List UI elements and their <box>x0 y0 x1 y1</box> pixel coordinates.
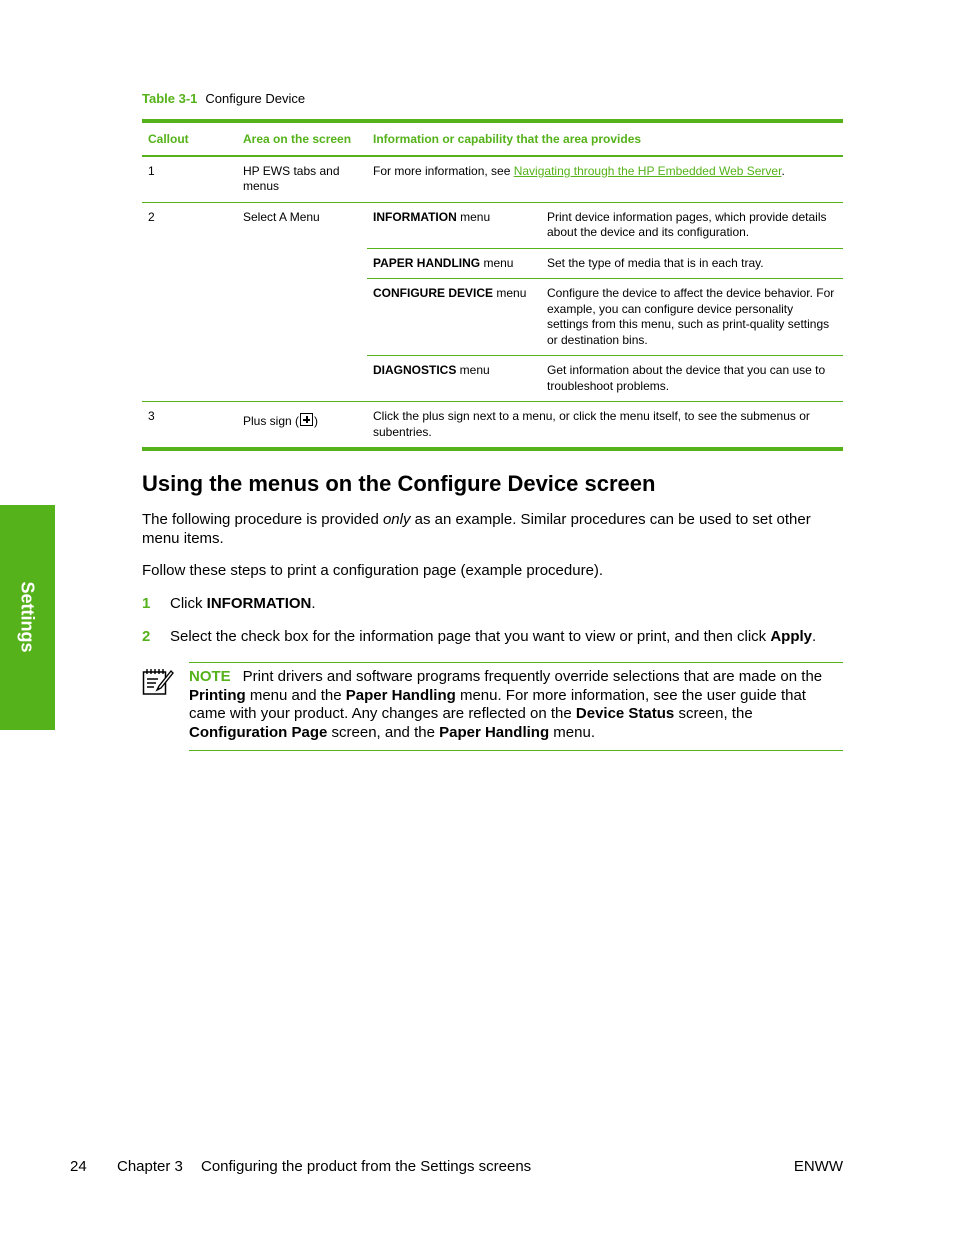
menu-name: CONFIGURE DEVICE <box>373 286 494 300</box>
note-label: NOTE <box>189 668 231 685</box>
intro-text: as an example. Similar procedures can be used to set other menu items. <box>142 511 811 547</box>
callout-cell: 2 <box>142 202 237 402</box>
intro-emphasis: only <box>382 511 411 528</box>
step-text-part: . <box>311 595 316 612</box>
note-bold: Device Status <box>575 705 675 722</box>
menu-desc-cell: Get information about the device that you can use to troubleshoot problems. <box>541 356 843 402</box>
note-text-part: menu. For more information, see the user guide that came with your product. Any changes are reflected on the <box>189 686 806 722</box>
step-bold: INFORMATION <box>206 595 312 612</box>
info-cell: Click the plus sign next to a menu, or click the menu itself, to see the submenus or subentries. <box>373 409 810 439</box>
header-info: Information or capability that the area provides <box>367 121 843 156</box>
table-row <box>142 402 843 450</box>
menu-desc-cell: Configure the device to affect the device behavior. For example, you can configure device personality settings from this menu, such as print-quality settings or destination bins. <box>541 279 843 356</box>
chapter-title: Configuring the product from the Settings screens <box>201 1158 532 1175</box>
info-cell <box>367 156 843 203</box>
header-area: Area on the screen <box>237 121 367 156</box>
menu-name-cell <box>367 356 541 402</box>
intro-text: The following procedure is provided <box>142 511 383 528</box>
menu-desc-cell: Print device information pages, which provide details about the device and its configuration. <box>541 202 843 248</box>
menu-name-cell <box>367 202 541 248</box>
step-text-part: Select the check box for the information page that you want to view or print, and then click <box>170 628 771 645</box>
menu-name: INFORMATION <box>373 209 457 224</box>
menu-name: PAPER HANDLING <box>373 255 481 270</box>
step-text-part: Click <box>170 595 207 612</box>
table-title: Configure Device <box>205 91 306 106</box>
area-text: ) <box>314 414 319 428</box>
table-row <box>142 156 843 203</box>
step-text <box>170 595 316 614</box>
step-bold: Apply <box>770 628 813 645</box>
note-text-part: screen, the <box>674 705 753 722</box>
intro-paragraph <box>142 511 843 548</box>
page-number: 24 <box>70 1158 87 1175</box>
table-caption <box>142 91 305 106</box>
side-tab-label: Settings <box>17 581 38 653</box>
menu-name: DIAGNOSTICS <box>373 363 457 377</box>
ews-navigation-link[interactable]: Navigating through the HP Embedded Web Server <box>513 163 782 178</box>
menu-suffix: menu <box>456 363 490 377</box>
note-text <box>189 668 843 742</box>
table-header-row <box>142 121 843 156</box>
info-text: For more information, see <box>373 163 514 178</box>
section-heading: Using the menus on the Configure Device screen <box>142 471 656 496</box>
step-text-part: . <box>812 628 817 645</box>
chapter-label: Chapter 3 <box>117 1158 183 1175</box>
plus-sign-icon <box>300 413 313 426</box>
header-callout: Callout <box>142 121 237 156</box>
steps-intro: Follow these steps to print a configuration page (example procedure). <box>142 562 604 579</box>
note-text-part: menu and the <box>245 686 346 704</box>
note-bold: Configuration Page <box>189 723 328 741</box>
note-bold: Printing <box>189 686 246 704</box>
area-cell: Select A Menu <box>237 202 367 402</box>
footer-right-label: ENWW <box>793 1158 843 1175</box>
menu-name-cell <box>367 279 541 356</box>
menu-suffix: menu <box>493 286 527 300</box>
table-row <box>142 202 843 248</box>
note-bold: Paper Handling <box>439 723 550 741</box>
note-box <box>189 662 843 751</box>
note-text-part: screen, and the <box>327 723 440 741</box>
step-number: 2 <box>142 628 151 645</box>
note-text-part: menu. <box>549 723 595 741</box>
table-number: Table 3-1 <box>142 91 198 106</box>
step-number: 1 <box>142 595 151 612</box>
note-text-part: Print drivers and software programs frequently override selections that are made on the <box>242 668 823 685</box>
note-pad-icon <box>142 666 174 696</box>
step-text <box>170 628 816 647</box>
area-cell: HP EWS tabs and menus <box>237 156 367 203</box>
menu-desc-cell: Set the type of media that is in each tray. <box>541 248 843 279</box>
area-text: Plus sign ( <box>243 414 300 428</box>
menu-suffix: menu <box>480 255 514 270</box>
menu-suffix: menu <box>456 209 491 224</box>
callout-cell: 3 <box>148 409 155 423</box>
menu-name-cell <box>367 248 541 279</box>
note-bold: Paper Handling <box>345 686 456 704</box>
configure-device-table <box>142 119 843 451</box>
info-text: . <box>781 163 785 178</box>
area-cell <box>237 402 367 450</box>
callout-cell: 1 <box>142 156 237 203</box>
